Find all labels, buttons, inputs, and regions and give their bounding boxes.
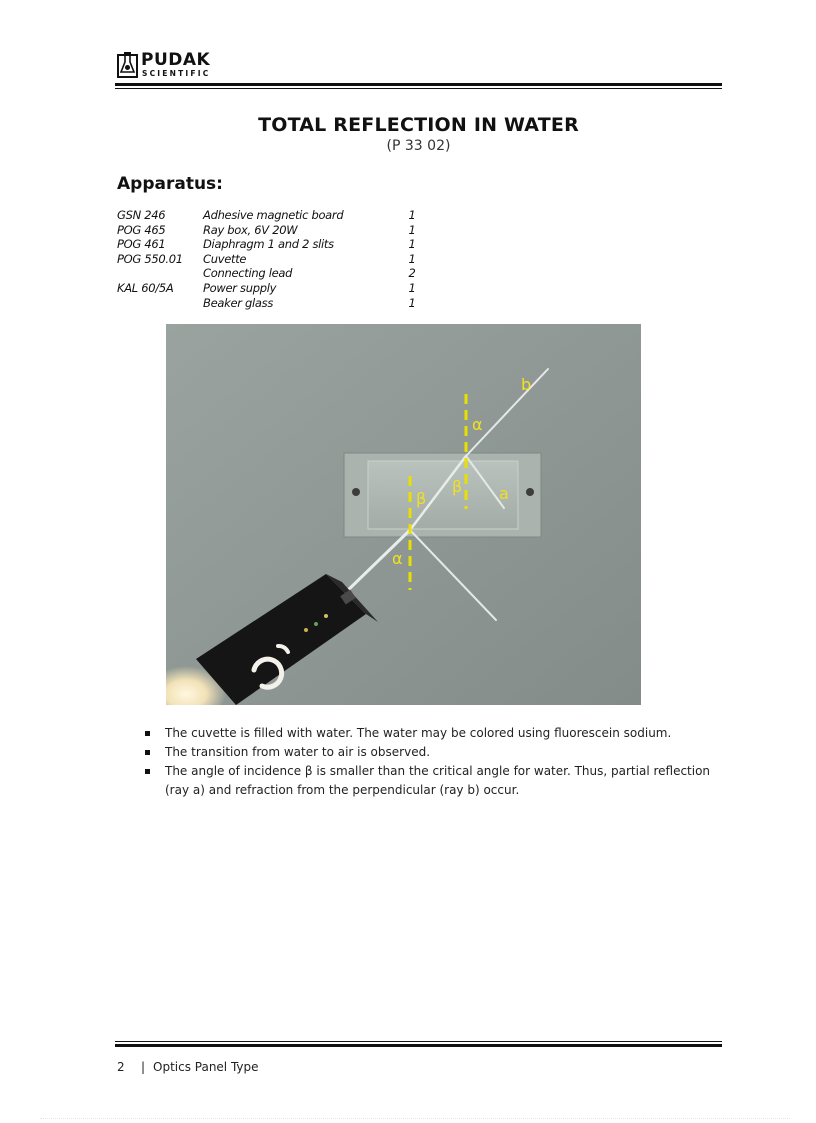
item-code: POG 465 (117, 222, 166, 237)
item-qty: 1 (408, 295, 416, 310)
label-beta-mid: β (452, 477, 463, 496)
header-rule-thin (115, 88, 722, 89)
list-item (145, 743, 720, 762)
footer-rule-thin (115, 1041, 722, 1042)
label-alpha-top: α (472, 415, 483, 434)
item-name: Adhesive magnetic board (203, 208, 344, 222)
bullet-text: The transition from water to air is observed. (165, 745, 431, 759)
item-qty: 2 (408, 266, 416, 281)
item-code: POG 550.01 (117, 251, 183, 266)
footer-separator: | (141, 1060, 146, 1074)
label-alpha-bottom: α (392, 549, 403, 568)
page-edge-line (40, 1118, 790, 1119)
page-footer (117, 1060, 259, 1074)
company-logo (117, 52, 227, 80)
bullet-square-icon (145, 750, 150, 755)
item-qty: 1 (408, 280, 416, 295)
label-beta-left: β (416, 489, 427, 508)
flask-logo-icon (117, 52, 139, 78)
item-name: Connecting lead (203, 266, 293, 281)
item-code: KAL 60/5A (117, 280, 174, 295)
brand-name: PUDAK (141, 50, 211, 70)
experiment-photo (166, 324, 641, 705)
list-item (145, 762, 720, 800)
page-number: 2 (117, 1060, 125, 1074)
bullet-text: The cuvette is filled with water. The water may be colored using fluorescein sodium. (165, 726, 672, 740)
item-name: Ray box, 6V 20W (203, 222, 298, 237)
item-name: Diaphragm 1 and 2 slits (203, 237, 334, 252)
brand-subtitle: SCIENTIFIC (142, 69, 211, 78)
page-title: TOTAL REFLECTION IN WATER (258, 114, 579, 136)
item-qty: 1 (408, 208, 416, 222)
experiment-code: (P 33 02) (386, 138, 451, 154)
footer-text: Optics Panel Type (153, 1060, 259, 1074)
list-item (145, 724, 720, 743)
item-code: POG 461 (117, 237, 166, 252)
bullet-square-icon (145, 731, 150, 736)
item-name: Power supply (203, 280, 277, 295)
item-qty: 1 (408, 222, 416, 237)
header-rule (115, 83, 722, 86)
item-name: Cuvette (203, 251, 247, 266)
item-name: Beaker glass (203, 295, 274, 310)
observation-list (145, 724, 720, 800)
apparatus-heading: Apparatus: (117, 174, 223, 194)
item-qty: 1 (408, 251, 416, 266)
bullet-text: The angle of incidence β is smaller than the critical angle for water. Thus, partial reflection (ray a) and refraction from the perpendicular (ray b) occur. (165, 764, 711, 797)
label-a: a (499, 484, 509, 503)
item-qty: 1 (408, 237, 416, 252)
cuvette (344, 453, 541, 537)
footer-rule (115, 1044, 722, 1047)
bullet-square-icon (145, 769, 150, 774)
label-b: b (521, 375, 532, 394)
item-code: GSN 246 (117, 208, 166, 222)
